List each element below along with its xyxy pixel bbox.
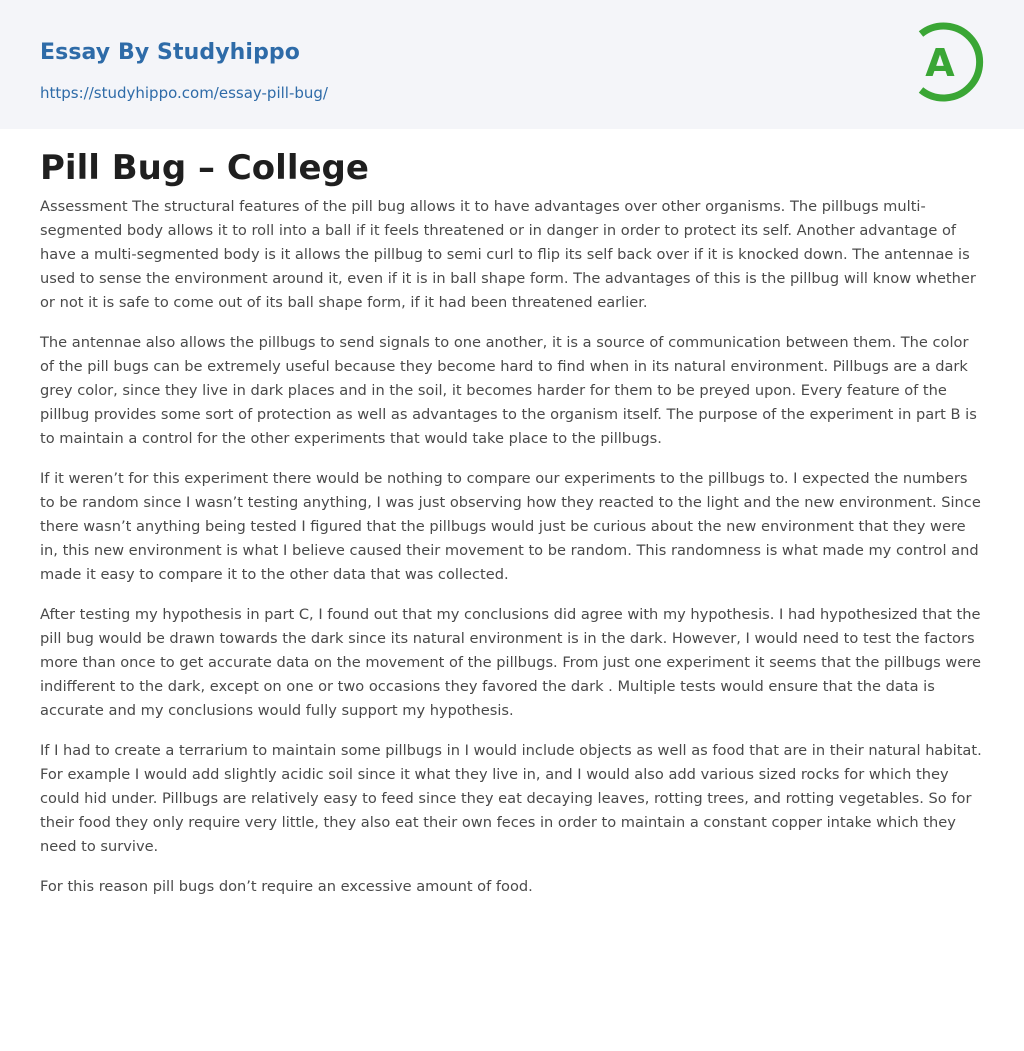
logo-letter: A [925,41,955,85]
site-header [0,0,1024,129]
studyhippo-logo-icon[interactable] [908,18,988,106]
essay-url-link[interactable]: https://studyhippo.com/essay-pill-bug/ [40,84,328,102]
essay-paragraph: If I had to create a terrarium to maintain some pillbugs in I would include objects as well as food that are in their natural habitat. For example I would add slightly acidic soil since it what they live in, and I would also add various sized rocks for which they could hid under. Pillbugs are relatively easy to feed since they eat decaying leaves, rotting trees, and rotting vegetables. So for their food they only require very little, they also eat their own feces in order to maintain a constant copper intake which they need to survive. [40,742,982,855]
essay-paragraph: The antennae also allows the pillbugs to send signals to one another, it is a source of communication between them. The color of the pill bugs can be extremely useful because they become hard to find when in its natural environment. Pillbugs are a dark grey color, since they live in dark places and in the soil, it becomes harder for them to be preyed upon. Every feature of the pillbug provides some sort of protection as well as advantages to the organism itself. The purpose of the experiment in part B is to maintain a control for the other experiments that would take place to the pillbugs. [40,334,977,447]
essay-paragraph: If it weren’t for this experiment there would be nothing to compare our experiments to the pillbugs to. I expected the numbers to be random since I wasn’t testing anything, I was just observing how they reacted to the light and the new environment. Since there wasn’t anything being tested I figured that the pillbugs would just be curious about the new environment that they were in, this new environment is what I believe caused their movement to be random. This randomness is what made my control and made it easy to compare it to the other data that was collected. [40,470,981,583]
essay-paragraph: For this reason pill bugs don’t require an excessive amount of food. [40,878,533,895]
essay-paragraph: After testing my hypothesis in part C, I found out that my conclusions did agree with my hypothesis. I had hypothesized that the pill bug would be drawn towards the dark since its natural environment is in the dark. However, I would need to test the factors more than once to get accurate data on the movement of the pillbugs. From just one experiment it seems that the pillbugs were indifferent to the dark, except on one or two occasions they favored the dark . Multiple tests would ensure that the data is accurate and my conclusions would fully support my hypothesis. [40,606,981,719]
page-title: Pill Bug – College [40,148,369,188]
essay-paragraph: Assessment The structural features of the pill bug allows it to have advantages over other organisms. The pillbugs multi-segmented body allows it to roll into a ball if it feels threatened or in danger in order to protect its self. Another advantage of have a multi-segmented body is it allows the pillbug to semi curl to flip its self back over if it is knocked down. The antennae is used to sense the environment around it, even if it is in ball shape form. The advantages of this is the pillbug will know whether or not it is safe to come out of its ball shape form, if it had been threatened earlier. [40,198,976,311]
article [0,129,1024,899]
site-title[interactable]: Essay By Studyhippo [40,40,300,65]
